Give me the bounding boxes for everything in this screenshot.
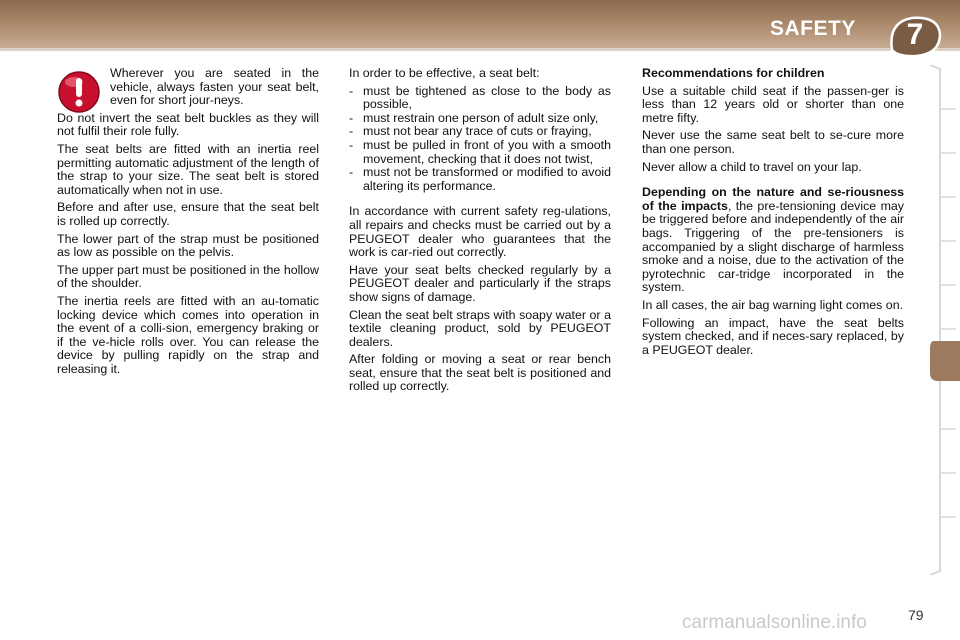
header-rule xyxy=(0,48,960,51)
list-item: - must not bear any trace of cuts or fraying, xyxy=(349,125,611,139)
column-2 xyxy=(349,67,611,398)
list-item: - must be tightened as close to the body as possible, xyxy=(349,85,611,112)
section-title: SAFETY xyxy=(770,17,856,40)
paragraph: Before and after use, ensure that the seat belt is rolled up correctly. xyxy=(57,200,319,228)
list-item: - must restrain one person of adult size only, xyxy=(349,112,611,126)
chapter-number: 7 xyxy=(906,18,924,51)
chapter-side-tabs xyxy=(926,65,960,575)
watermark: carmanualsonline.info xyxy=(682,612,867,633)
paragraph: Clean the seat belt straps with soapy water or a textile cleaning product, sold by PEUGEOT dealers. xyxy=(349,307,611,349)
paragraph: After folding or moving a seat or rear bench seat, ensure that the seat belt is positioned and rolled up correctly. xyxy=(349,352,611,394)
list-item: - must be pulled in front of you with a smooth movement, checking that it does not twist, xyxy=(349,139,611,166)
paragraph: The upper part must be positioned in the hollow of the shoulder. xyxy=(57,262,319,291)
paragraph: The seat belts are fitted with an inertia reel permitting automatic adjustment of the length of the strap to your size. The seat belt is stored automatically when not in use. xyxy=(57,141,319,197)
warning-intro: Wherever you are seated in the vehicle, always fasten your seat belt, even for short jour-neys. xyxy=(110,66,319,108)
paragraph: The inertia reels are fitted with an au-tomatic locking device which comes into operation in the event of a colli-sion, emergency braking or if the ve-hicle rolls over. You can release the device by pulling rapidly on the strap and releasing it. xyxy=(57,293,319,376)
column-3 xyxy=(642,67,904,361)
paragraph: In accordance with current safety reg-ulations, all repairs and checks must be carried out by a PEUGEOT dealer who guarantees that the work is car-ried out correctly. xyxy=(349,204,611,260)
paragraph: Do not invert the seat belt buckles as they will not fulfil their role fully. xyxy=(57,110,319,139)
paragraph: Have your seat belts checked regularly by a PEUGEOT dealer and particularly if the straps show signs of damage. xyxy=(349,262,611,304)
page-number: 79 xyxy=(908,607,924,623)
paragraph: The lower part of the strap must be positioned as low as possible on the pelvis. xyxy=(57,231,319,260)
pretensioner-emphasis: Depending on the nature and se-riousness of the impacts xyxy=(642,185,904,213)
list-item: - must not be transformed or modified to avoid altering its performance. xyxy=(349,166,611,193)
paragraph: Never use the same seat belt to se-cure more than one person. xyxy=(642,128,904,156)
paragraph: Never allow a child to travel on your lap. xyxy=(642,159,862,174)
children-heading: Recommendations for children xyxy=(642,66,825,80)
paragraph: In all cases, the air bag warning light comes on. xyxy=(642,297,904,312)
pretensioner-text: , the pre-tensioning device may be triggered before and independently of the air bags. Triggering of the pre-tensioners is accompanied by a slight discharge of harmless smoke and a noise, due to the activation of the pyrotechnic car-tridge incorporated in the system. xyxy=(642,198,904,295)
paragraph: Use a suitable child seat if the passen-ger is less than 12 years old or shorter than one metre fifty. xyxy=(642,83,904,125)
requirements-list xyxy=(349,85,611,194)
pretensioner-paragraph xyxy=(642,186,904,295)
column-1 xyxy=(57,67,319,380)
list-intro: In order to be effective, a seat belt: xyxy=(349,66,540,80)
paragraph: Following an impact, have the seat belts system checked, and if neces-sary replaced, by a PEUGEOT dealer. xyxy=(642,315,904,357)
